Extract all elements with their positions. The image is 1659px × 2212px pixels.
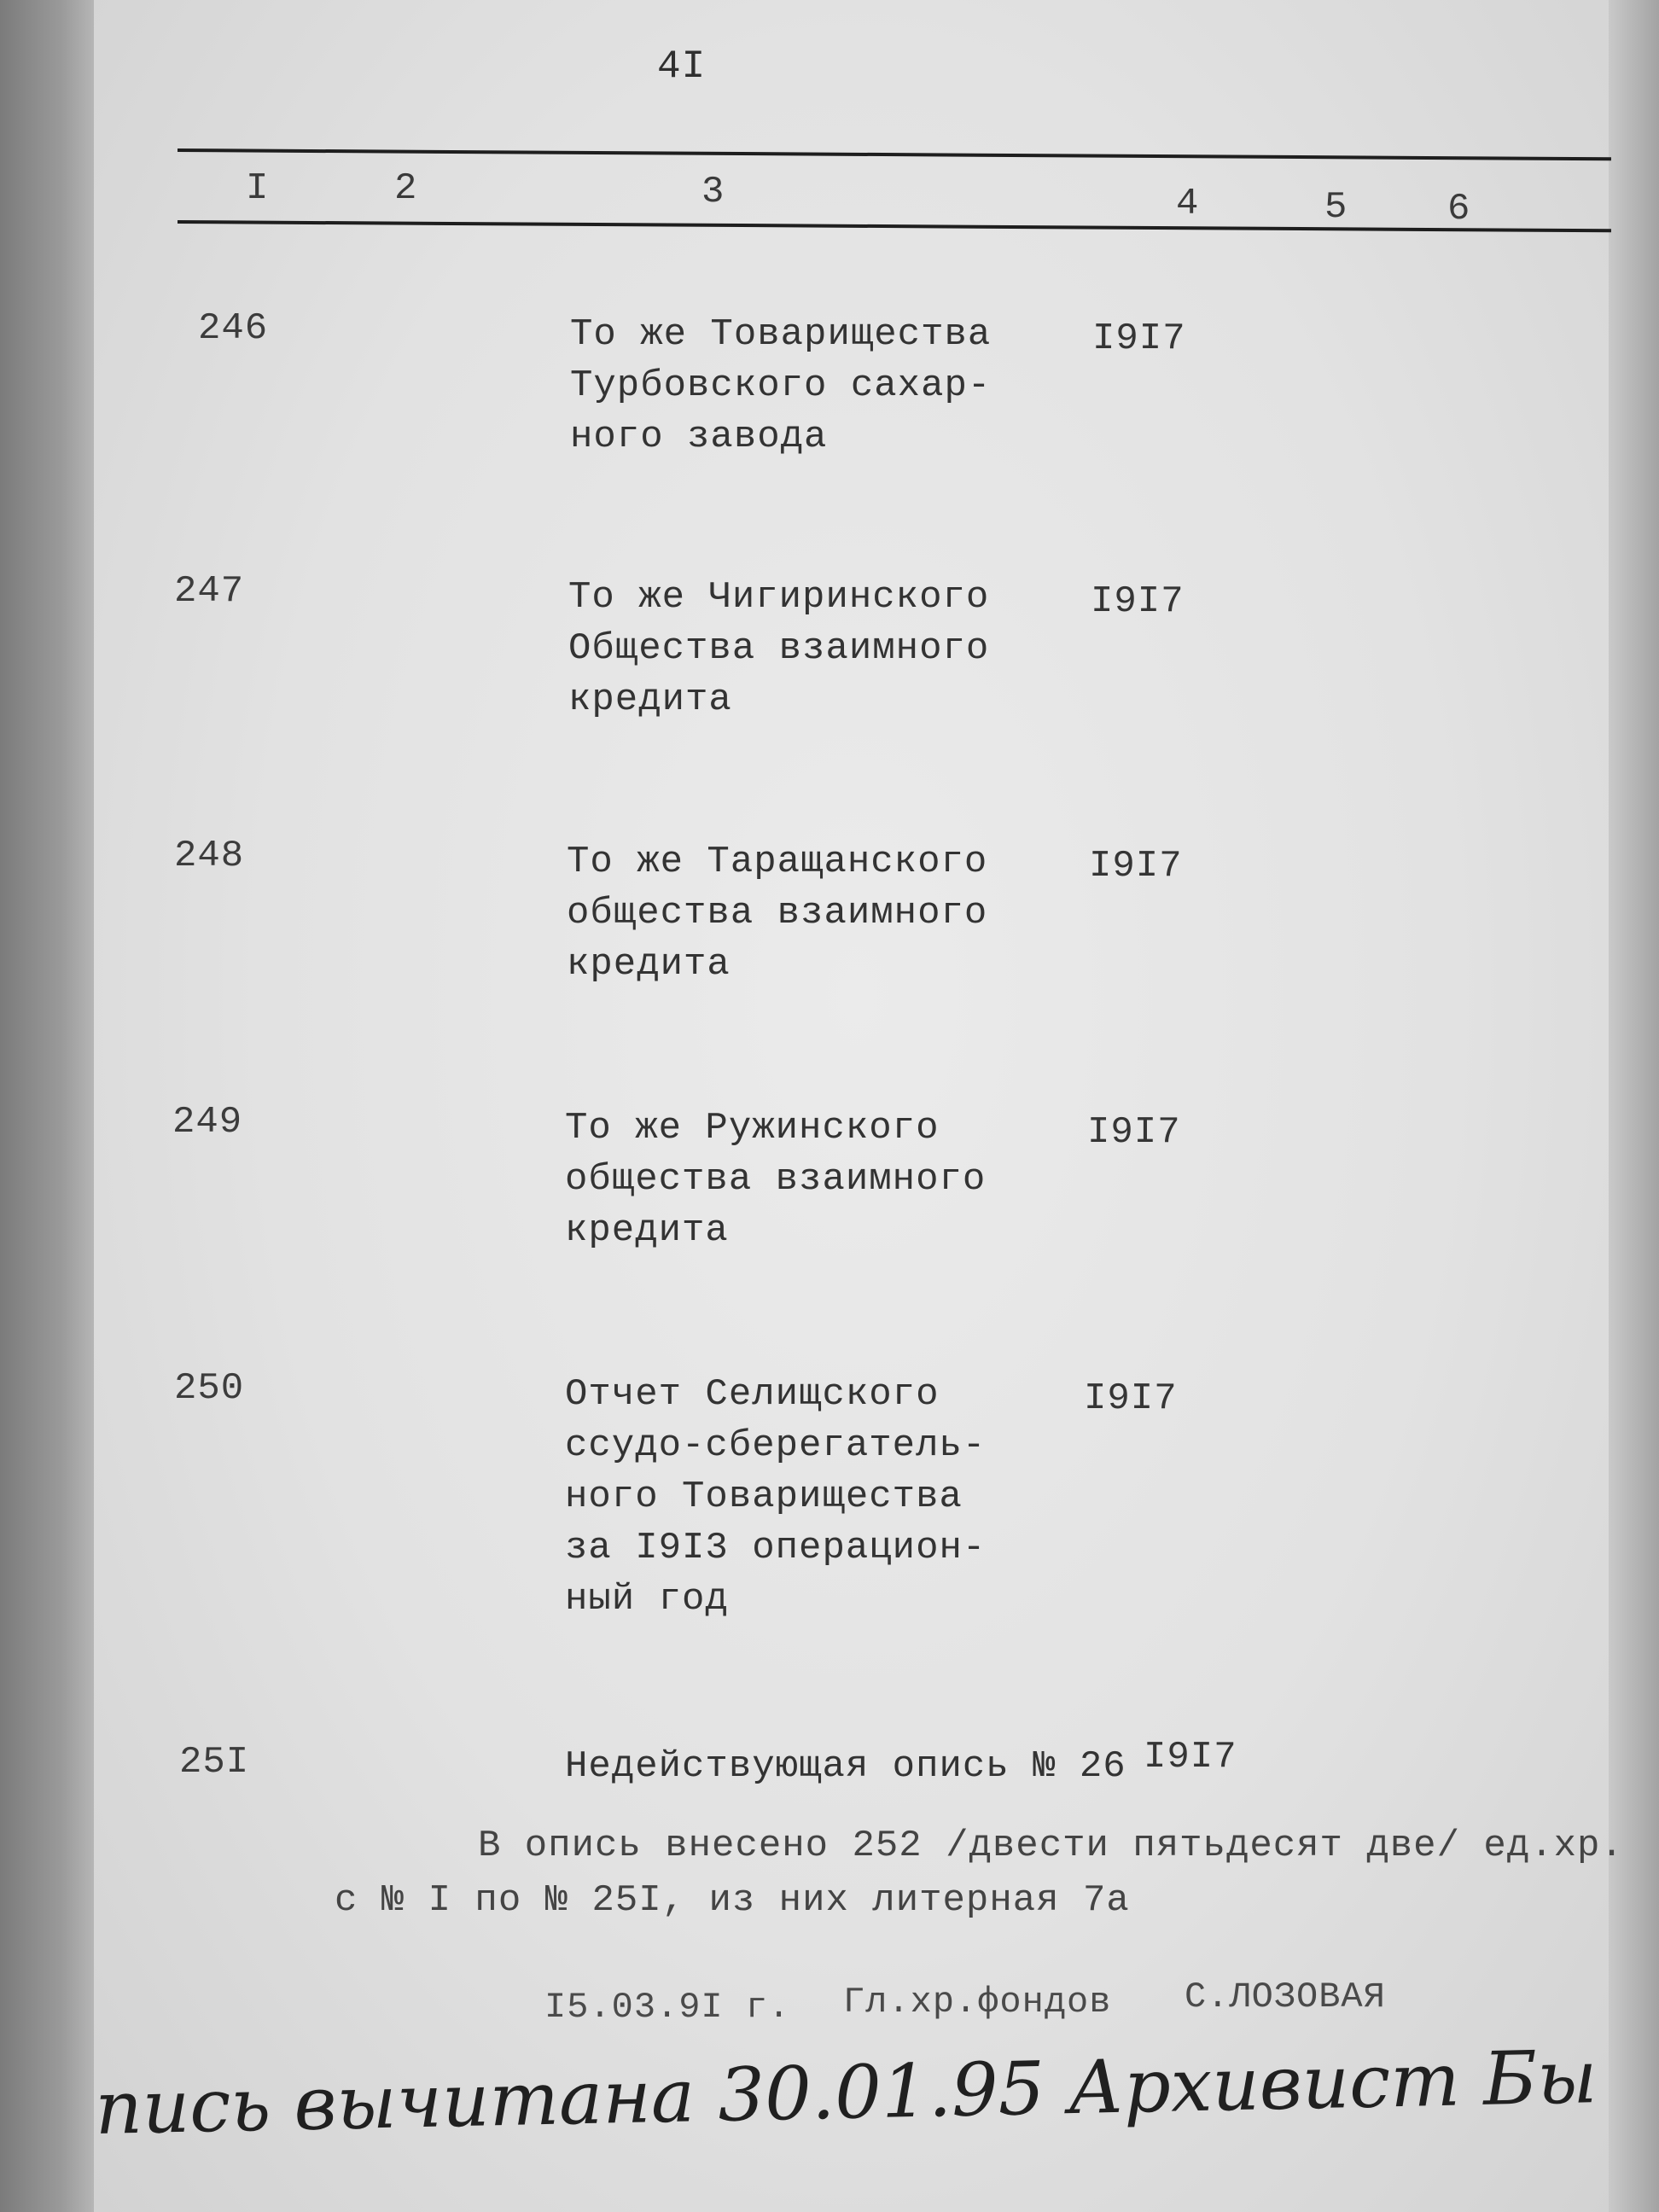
row-year: I9I7 — [1144, 1736, 1237, 1778]
binder-edge — [0, 0, 102, 2212]
signoff-name: С.ЛОЗОВАЯ — [1185, 1976, 1386, 2017]
row-year: I9I7 — [1087, 1111, 1181, 1154]
column-header-2: 2 — [394, 167, 418, 210]
page-edge-shadow — [1609, 0, 1659, 2212]
row-number: 248 — [174, 835, 245, 877]
row-number: 25I — [179, 1741, 250, 1784]
column-header-5: 5 — [1324, 186, 1348, 229]
signoff-date: I5.03.9I г. — [544, 1987, 791, 2028]
row-number: 246 — [198, 307, 269, 350]
row-year: I9I7 — [1089, 845, 1183, 888]
row-description: Отчет Селищского ссудо-сберегатель- ного Товарищества за I9I3 операцион- ный год — [565, 1373, 987, 1621]
row-year: I9I7 — [1084, 1377, 1178, 1420]
row-description: То же Чигиринского Общества взаимного кредита — [568, 576, 990, 721]
row-year: I9I7 — [1092, 317, 1186, 360]
row-number: 250 — [174, 1367, 245, 1410]
row-year: I9I7 — [1091, 580, 1185, 623]
column-header-4: 4 — [1176, 183, 1200, 225]
row-number: 249 — [172, 1101, 243, 1144]
summary-line-1: В опись внесено 252 /двести пятьдесят две/ ед.хр. — [478, 1825, 1624, 1867]
handwritten-note-text: пись вычитана 30.01.95 Архивист Бы — [94, 2034, 1598, 2151]
row-description: То же Таращанского общества взаимного кредита — [567, 841, 988, 986]
row-description: Недействующая опись № 26 — [565, 1745, 1126, 1788]
row-description: То же Ружинского общества взаимного кредита — [565, 1107, 987, 1252]
row-number: 247 — [174, 570, 245, 613]
column-header-3: 3 — [701, 171, 725, 213]
summary-line-2: с № I по № 25I, из них литерная 7а — [335, 1879, 1130, 1922]
handwritten-note — [94, 2034, 1598, 2168]
signoff-title: Гл.хр.фондов — [843, 1982, 1112, 2023]
page-number: 4I — [657, 44, 707, 89]
column-header-1: I — [246, 167, 270, 210]
column-header-6: 6 — [1447, 188, 1471, 230]
row-description: То же Товарищества Турбовского сахар- ного завода — [570, 313, 992, 458]
